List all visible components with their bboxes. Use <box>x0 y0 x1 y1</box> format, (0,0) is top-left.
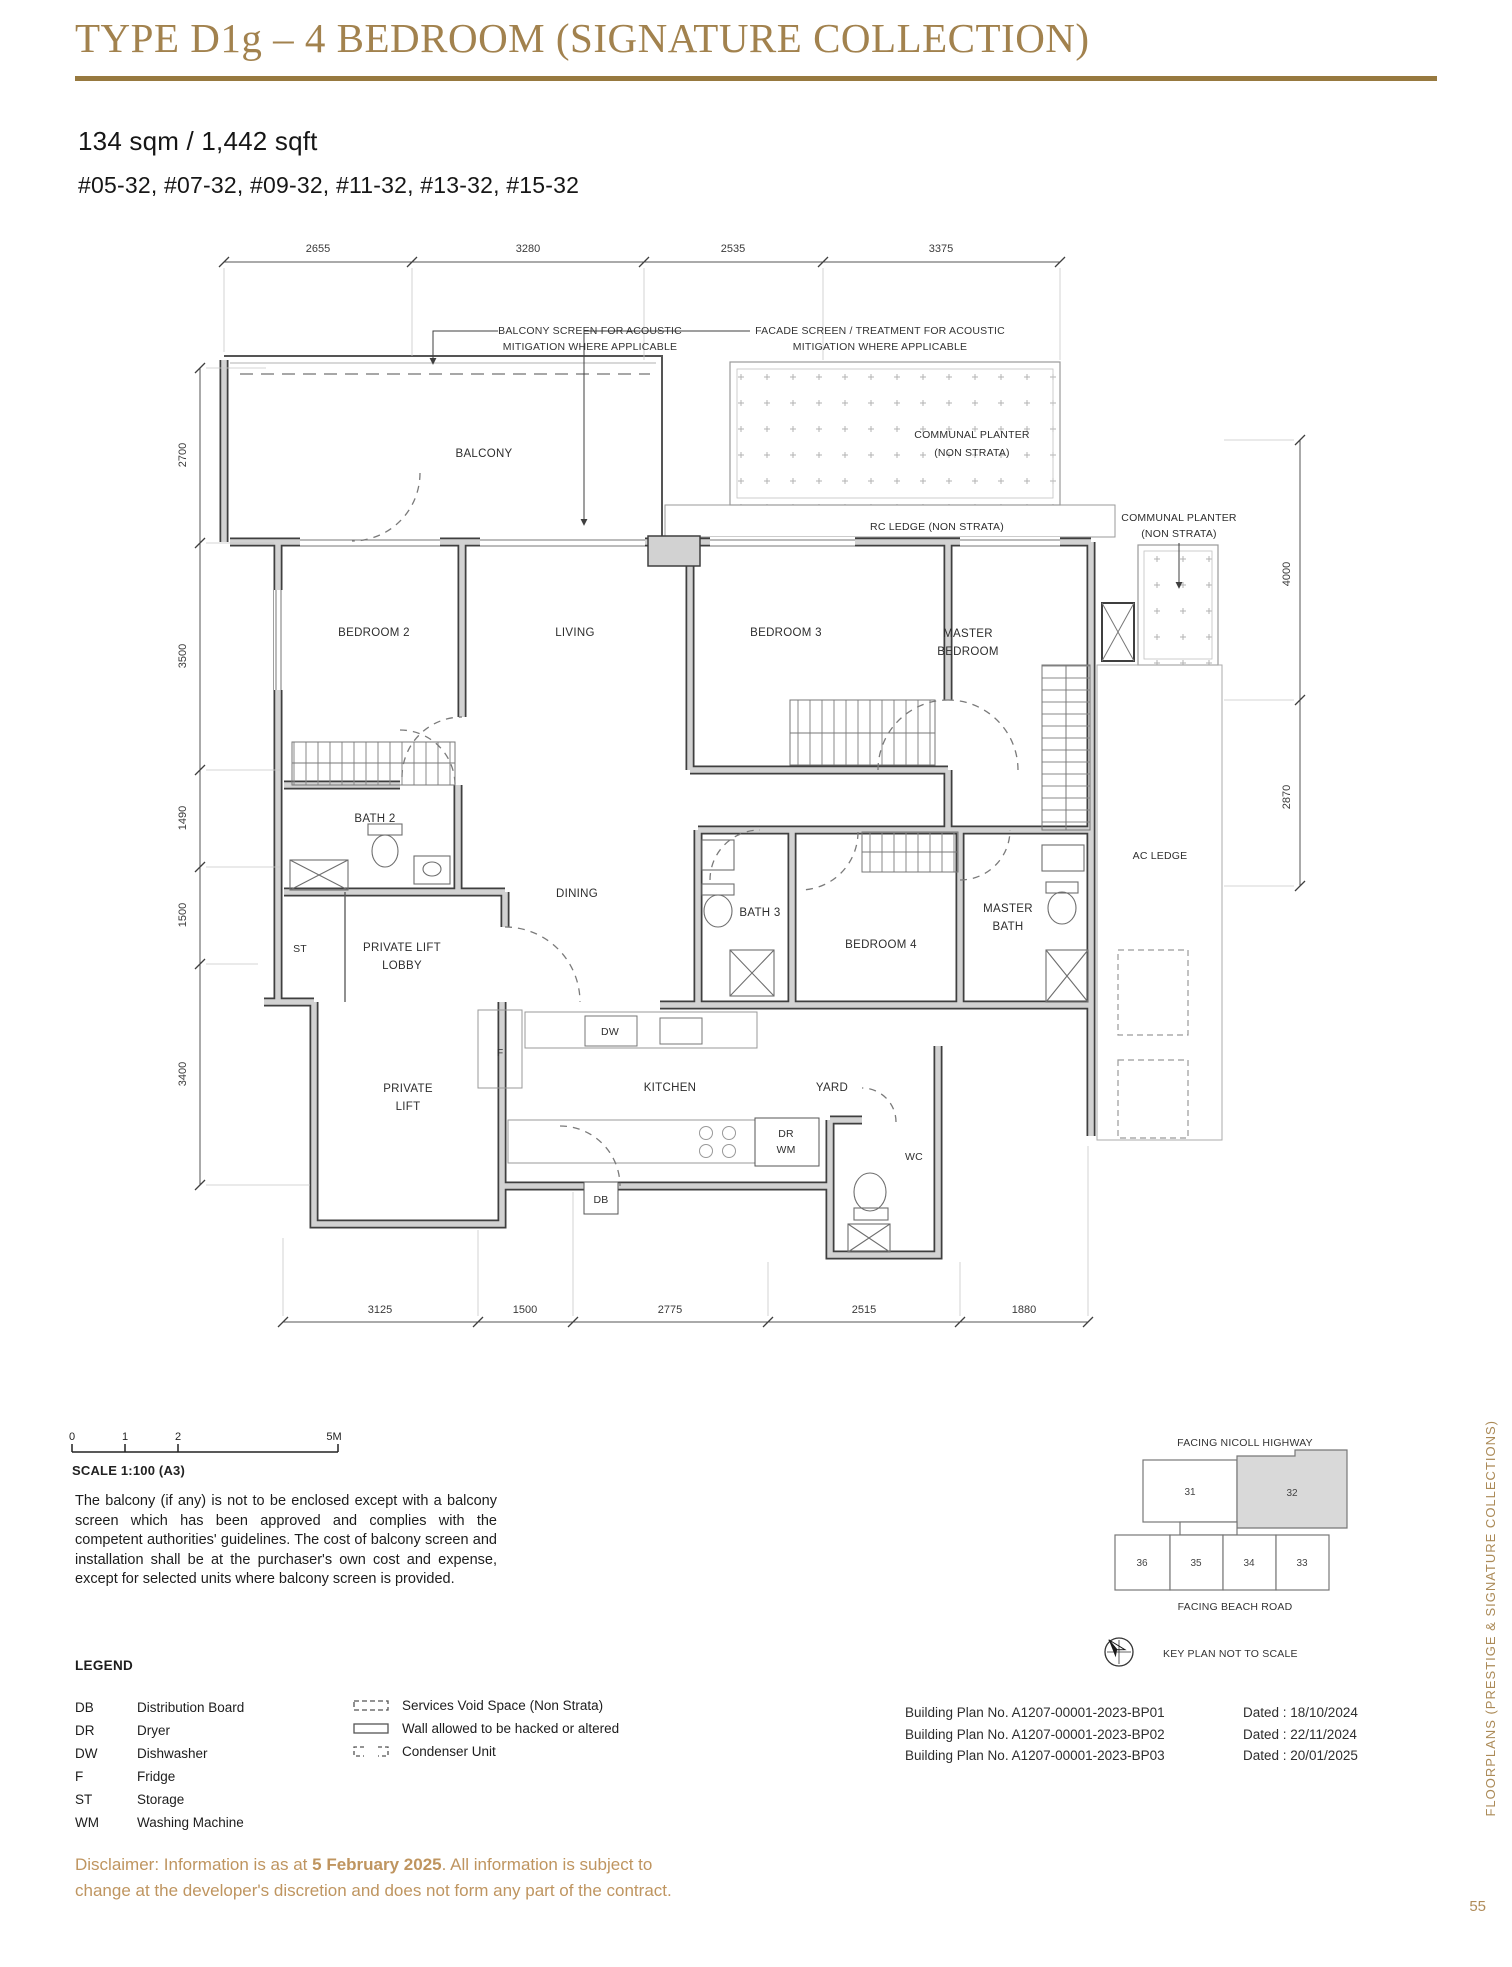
page-number: 55 <box>1469 1898 1486 1915</box>
room-label-bedroom4: BEDROOM 4 <box>845 939 917 951</box>
legend-item: F Fridge <box>75 1769 176 1784</box>
page-title: TYPE D1g – 4 BEDROOM (SIGNATURE COLLECTION) <box>75 15 1090 61</box>
keyplan-unit: 35 <box>1190 1558 1202 1569</box>
room-label-bedroom2: BEDROOM 2 <box>338 627 410 639</box>
scale-label: SCALE 1:100 (A3) <box>72 1463 186 1478</box>
balcony-note: The balcony (if any) is not to be enclosed except with a balcony screen which has been approved and complies with the competent authorities' guidelines. The cost of balcony screen and installation shall be at the purchaser's own cost and expense, except for selected units where balcony screen is provided. <box>75 1493 497 1587</box>
planter-top-label: COMMUNAL PLANTER <box>914 429 1030 441</box>
room-label-living: LIVING <box>555 627 595 639</box>
svg-text:3375: 3375 <box>928 243 954 255</box>
communal-planter-right <box>1138 545 1218 665</box>
svg-text:2775: 2775 <box>657 1304 683 1316</box>
room-label-private-lift: PRIVATE <box>383 1083 433 1095</box>
keyplan-note: KEY PLAN NOT TO SCALE <box>1163 1648 1298 1660</box>
scale-bar <box>66 1426 366 1484</box>
svg-text:2700: 2700 <box>177 442 189 468</box>
keyplan-unit: 31 <box>1184 1487 1196 1498</box>
room-label-bath3: BATH 3 <box>739 907 781 919</box>
ac-ledge-label: AC LEDGE <box>1132 850 1188 862</box>
building-plan-row: Building Plan No. A1207-00001-2023-BP02 Dated : 22/11/2024 <box>905 1726 1357 1742</box>
svg-text:2870: 2870 <box>1281 784 1293 810</box>
svg-text:(NON STRATA): (NON STRATA) <box>1141 528 1217 540</box>
legend-symbol-item: Wall allowed to be hacked or altered <box>352 1721 619 1736</box>
facade-screen-note: FACADE SCREEN / TREATMENT FOR ACOUSTIC <box>755 325 1005 337</box>
svg-text:3500: 3500 <box>177 643 189 669</box>
room-label-dining: DINING <box>555 888 599 900</box>
svg-text:2515: 2515 <box>851 1304 877 1316</box>
legend-item: DW Dishwasher <box>75 1746 208 1761</box>
svg-text:1490: 1490 <box>177 805 189 831</box>
key-plan <box>1085 1430 1415 1675</box>
title-divider <box>75 76 1437 81</box>
keyplan-unit: 33 <box>1296 1558 1308 1569</box>
services-void-icon <box>352 1698 392 1713</box>
room-label-balcony: BALCONY <box>455 448 513 460</box>
acoustic-annotations <box>498 325 1005 353</box>
svg-text:5M: 5M <box>326 1431 342 1443</box>
keyplan-unit: 34 <box>1243 1558 1255 1569</box>
floor-plan <box>60 230 1350 1350</box>
fridge-label: F <box>496 1047 504 1059</box>
facing-top-label: FACING NICOLL HIGHWAY <box>1177 1437 1313 1449</box>
db-label: DB <box>593 1194 609 1206</box>
room-label-yard: YARD <box>815 1082 849 1094</box>
room-label-bedroom3: BEDROOM 3 <box>750 627 822 639</box>
svg-text:3280: 3280 <box>515 243 541 255</box>
unit-area: 134 sqm / 1,442 sqft <box>78 126 318 156</box>
room-label-wc: WC <box>905 1151 923 1163</box>
svg-text:LOBBY: LOBBY <box>382 960 422 972</box>
dryer-label: DR <box>778 1128 794 1140</box>
building-plan-row: Building Plan No. A1207-00001-2023-BP01 Dated : 18/10/2024 <box>905 1705 1358 1720</box>
rc-ledge-label: RC LEDGE (NON STRATA) <box>870 521 1004 533</box>
svg-text:MITIGATION WHERE APPLICABLE: MITIGATION WHERE APPLICABLE <box>502 341 678 353</box>
keyplan-unit: 32 <box>1286 1488 1298 1499</box>
svg-text:BEDROOM: BEDROOM <box>937 646 999 658</box>
room-label-master-bath: MASTER <box>983 903 1033 915</box>
dishwasher-label: DW <box>601 1026 619 1038</box>
room-label-lift-lobby: PRIVATE LIFT <box>363 942 441 954</box>
condenser-unit-icon <box>352 1744 392 1759</box>
svg-text:2655: 2655 <box>305 243 331 255</box>
svg-text:2: 2 <box>174 1431 182 1443</box>
svg-text:1880: 1880 <box>1011 1304 1037 1316</box>
legend-item: WM Washing Machine <box>75 1815 244 1830</box>
legend-item: DR Dryer <box>75 1723 170 1738</box>
svg-text:MITIGATION WHERE APPLICABLE: MITIGATION WHERE APPLICABLE <box>792 341 968 353</box>
svg-text:1: 1 <box>121 1431 129 1443</box>
section-sidebar-label: FLOORPLANS (PRESTIGE & SIGNATURE COLLECTIONS) <box>1483 1420 1498 1817</box>
svg-text:(NON STRATA): (NON STRATA) <box>934 447 1010 459</box>
room-label-storage: ST <box>293 943 307 955</box>
keyplan-unit: 36 <box>1136 1558 1148 1569</box>
hackable-wall-icon <box>352 1721 392 1736</box>
svg-text:BATH: BATH <box>992 921 1024 933</box>
room-label-bath2: BATH 2 <box>354 813 396 825</box>
room-label-master-bedroom: MASTER <box>943 628 993 640</box>
legend-title: LEGEND <box>75 1658 134 1673</box>
svg-text:LIFT: LIFT <box>395 1101 421 1113</box>
building-plan-row: Building Plan No. A1207-00001-2023-BP03 Dated : 20/01/2025 <box>905 1748 1358 1763</box>
balcony-parapet <box>224 356 662 536</box>
unit-numbers: #05-32, #07-32, #09-32, #11-32, #13-32, #15-32 <box>78 172 580 198</box>
shaft-box <box>1102 603 1134 661</box>
balcony-screen-note: BALCONY SCREEN FOR ACOUSTIC <box>498 325 682 337</box>
legend-symbol-item: Services Void Space (Non Strata) <box>352 1698 603 1713</box>
room-label-kitchen: KITCHEN <box>643 1082 697 1094</box>
facing-bottom-label: FACING BEACH ROAD <box>1177 1601 1293 1613</box>
washer-label: WM <box>776 1144 796 1156</box>
svg-text:0: 0 <box>68 1431 76 1443</box>
svg-text:1500: 1500 <box>512 1304 538 1316</box>
legend-symbol-item: Condenser Unit <box>352 1744 496 1759</box>
svg-text:3125: 3125 <box>367 1304 393 1316</box>
disclaimer: Disclaimer: Information is as at 5 February 2025. All information is subject to change at the developer's discretion and does not form any part of the contract. <box>75 1855 672 1900</box>
building-plan-info <box>905 1702 1358 1767</box>
ac-ledge <box>1097 665 1222 1140</box>
compass-icon <box>1104 1636 1133 1666</box>
planter-right-label: COMMUNAL PLANTER <box>1121 512 1237 524</box>
legend-item: DB Distribution Board <box>75 1700 245 1715</box>
svg-text:2535: 2535 <box>720 243 746 255</box>
svg-text:4000: 4000 <box>1281 561 1293 587</box>
svg-text:1500: 1500 <box>177 902 189 928</box>
svg-text:3400: 3400 <box>177 1061 189 1087</box>
legend-item: ST Storage <box>75 1792 185 1807</box>
